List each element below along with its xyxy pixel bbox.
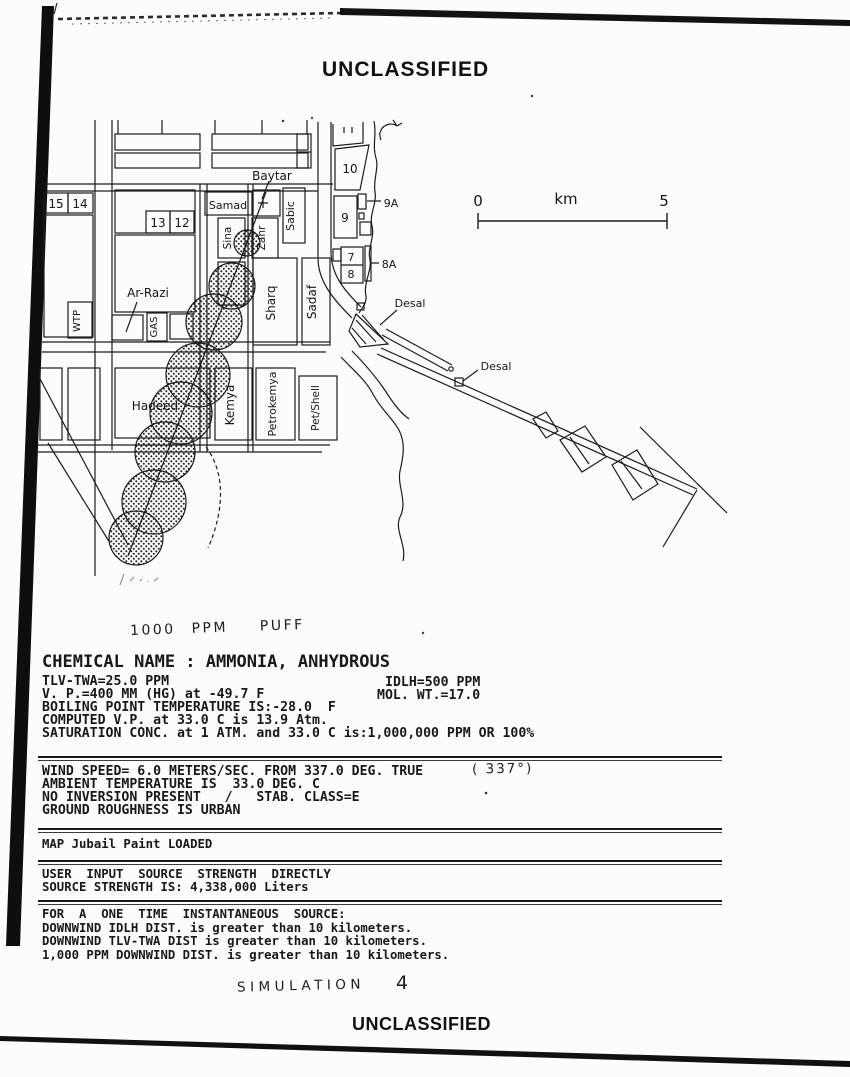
top-classification: UNCLASSIFIED bbox=[322, 58, 490, 81]
label-desal-north: Desal bbox=[394, 297, 426, 310]
result-idlh-distance: DOWNWIND IDLH DIST. is greater than 10 kilometers. bbox=[42, 921, 413, 935]
zone-15: 15 bbox=[48, 197, 64, 211]
scale-bar bbox=[473, 190, 669, 229]
zone-7: 7 bbox=[347, 251, 355, 264]
label-sharq: Sharq bbox=[264, 285, 278, 321]
zone-14: 14 bbox=[72, 197, 88, 211]
result-1000ppm-distance: 1,000 PPM DOWNWIND DIST. is greater than 10 kilometers. bbox=[42, 948, 450, 962]
map-labels bbox=[72, 169, 511, 437]
label-samad: Samad bbox=[208, 199, 248, 212]
coast-arrow-hook bbox=[380, 120, 402, 140]
scale-unit: km bbox=[554, 190, 578, 208]
label-gas: GAS bbox=[149, 316, 160, 338]
label-baytar: Baytar bbox=[252, 169, 292, 183]
harbor-pier-1 bbox=[533, 412, 558, 438]
causeway bbox=[377, 348, 697, 495]
source-strength: SOURCE STRENGTH IS: 4,338,000 Liters bbox=[42, 880, 309, 894]
zone-13: 13 bbox=[150, 216, 166, 230]
zone-12: 12 bbox=[174, 216, 190, 230]
plume-trajectory-line bbox=[128, 192, 266, 556]
prop-vapor-pressure: V. P.=400 MM (HG) at -49.7 F bbox=[42, 687, 265, 702]
label-hadeed: Hadeed bbox=[131, 399, 179, 413]
bottom-classification: UNCLASSIFIED bbox=[352, 1014, 492, 1034]
label-kemya: Kemya bbox=[223, 384, 237, 426]
cond-ambient-temp: AMBIENT TEMPERATURE IS 33.0 DEG. C bbox=[42, 777, 320, 792]
section-rule-4 bbox=[38, 900, 722, 905]
plume-puff-circles bbox=[109, 192, 266, 565]
map-loaded-status: MAP Jubail Paint LOADED bbox=[42, 837, 213, 851]
zone-9a: 9A bbox=[383, 197, 399, 210]
map-coastline bbox=[341, 120, 727, 561]
prop-boiling-point: BOILING POINT TEMPERATURE IS:-28.0 F bbox=[42, 700, 336, 715]
handwritten-simulation-number: 4 bbox=[396, 972, 409, 994]
scale-end: 5 bbox=[659, 192, 669, 210]
section-rule-1 bbox=[38, 756, 722, 761]
label-wtp: WTP bbox=[72, 309, 83, 333]
section-rule-3 bbox=[38, 860, 722, 865]
handwritten-puff-note: 1000 PPM PUFF bbox=[129, 616, 305, 640]
map-zone-numbers bbox=[48, 162, 398, 281]
zone-box-11-partial bbox=[333, 122, 363, 146]
label-zahr: Zahr bbox=[256, 225, 268, 251]
cond-wind-speed: WIND SPEED= 6.0 METERS/SEC. FROM 337.0 DEG. TRUE bbox=[42, 764, 424, 779]
desal-south-leader bbox=[463, 370, 478, 381]
label-desal-south: Desal bbox=[480, 360, 512, 373]
handwritten-wind-bearing: ( 337°) bbox=[471, 760, 534, 778]
zone-8a: 8A bbox=[381, 258, 397, 271]
scale-bar-line bbox=[478, 213, 667, 229]
harbor-pier-2 bbox=[560, 426, 606, 472]
result-tlv-distance: DOWNWIND TLV-TWA DIST is greater than 10 kilometers. bbox=[42, 934, 427, 948]
prop-mol-wt: MOL. WT.=17.0 bbox=[377, 688, 481, 703]
zone-9: 9 bbox=[341, 211, 349, 225]
chemical-name-heading: CHEMICAL NAME : AMMONIA, ANHYDROUS bbox=[42, 652, 390, 672]
prop-saturation-conc: SATURATION CONC. at 1 ATM. and 33.0 C is:1,000,000 PPM OR 100% bbox=[42, 726, 535, 741]
prop-computed-vp: COMPUTED V.P. at 33.0 C is 13.9 Atm. bbox=[42, 713, 328, 728]
source-input-mode: USER INPUT SOURCE STRENGTH DIRECTLY bbox=[42, 867, 331, 881]
result-header: FOR A ONE TIME INSTANTANEOUS SOURCE: bbox=[42, 907, 346, 921]
ar-razi-leader-line bbox=[126, 302, 137, 332]
handwritten-simulation-label: SIMULATION bbox=[236, 976, 366, 996]
label-sadaf: Sadaf bbox=[305, 284, 319, 320]
ar-razi-block bbox=[115, 235, 195, 312]
label-sabic: Sabic bbox=[284, 201, 297, 231]
label-petrokemya: Petrokemya bbox=[266, 371, 279, 437]
label-sina: Sina bbox=[222, 226, 234, 250]
harbor-pier-3 bbox=[612, 450, 658, 500]
zone-8: 8 bbox=[347, 268, 355, 281]
zone-10: 10 bbox=[342, 162, 358, 176]
desal-north-leader bbox=[380, 310, 397, 325]
prop-tlv-twa: TLV-TWA=25.0 PPM bbox=[42, 674, 170, 689]
faint-pen-scribble bbox=[120, 574, 158, 585]
cond-ground-roughness: GROUND ROUGHNESS IS URBAN bbox=[42, 803, 241, 818]
scale-start: 0 bbox=[473, 192, 483, 210]
cond-inversion-stability: NO INVERSION PRESENT / STAB. CLASS=E bbox=[42, 790, 360, 805]
label-pet-shell: Pet/Shell bbox=[310, 385, 322, 431]
label-ar-razi: Ar-Razi bbox=[127, 286, 169, 300]
prop-idlh: IDLH=500 PPM bbox=[385, 675, 481, 690]
section-rule-2 bbox=[38, 828, 722, 833]
